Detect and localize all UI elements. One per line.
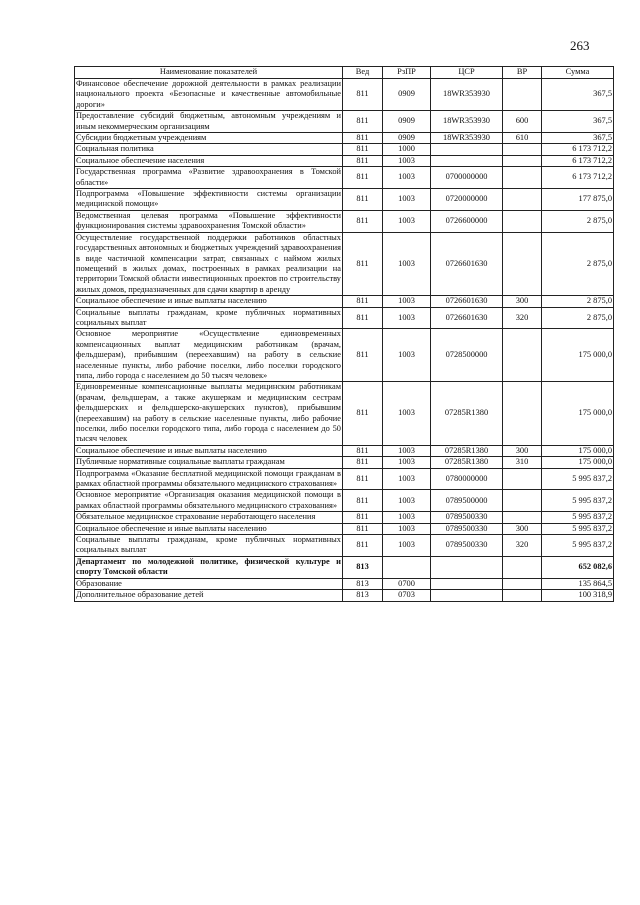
row-name: Основное мероприятие «Организация оказания медицинской помощи в рамках областной программы обязательного медицинского страхования»: [76, 490, 341, 510]
row-rzpr: 0703: [383, 590, 431, 601]
row-vr: 300: [503, 296, 542, 307]
row-sum: 2 875,0: [542, 307, 614, 329]
row-rzpr: 1003: [383, 445, 431, 456]
row-name: Финансовое обеспечение дорожной деятельности в рамках реализации национального проекта «Безопасные и качественные автомобильные дороги»: [76, 79, 341, 109]
table-row: [75, 523, 614, 534]
table-row: [75, 578, 614, 589]
row-rzpr: 1003: [383, 382, 431, 445]
header-name: Наименование показателей: [75, 67, 343, 79]
row-name: Единовременные компенсационные выплаты медицинским работникам (врачам, фельдшерам, а также акушеркам и медицинским сестрам фельдшерских и фельдшерско-акушерских пунктов), прибывшим (переехавшим) на работу в сельские населенные пункты, либо рабочие поселки, либо поселки городского типа, либо города с населением до 50 тысяч человек: [76, 382, 341, 444]
table-row: [75, 590, 614, 601]
row-ved: 811: [343, 155, 383, 166]
row-ved: 811: [343, 457, 383, 468]
row-vr: [503, 210, 542, 232]
header-ved: Вед: [343, 67, 383, 79]
table-body: [75, 79, 614, 602]
row-vr: 300: [503, 445, 542, 456]
row-sum: 2 875,0: [542, 232, 614, 295]
row-rzpr: 1003: [383, 523, 431, 534]
row-csr: 18WR353930: [431, 111, 503, 133]
row-vr: [503, 329, 542, 382]
row-vr: [503, 167, 542, 189]
row-csr: 0789500330: [431, 535, 503, 557]
row-vr: [503, 578, 542, 589]
table-row: [75, 189, 614, 211]
row-rzpr: 1003: [383, 535, 431, 557]
row-name: Социальное обеспечение и иные выплаты населению: [75, 296, 343, 307]
row-sum: 175 000,0: [542, 382, 614, 445]
row-sum: 2 875,0: [542, 210, 614, 232]
row-ved: 811: [343, 523, 383, 534]
table-row: [75, 210, 614, 232]
row-ved: 813: [343, 578, 383, 589]
row-sum: 2 875,0: [542, 296, 614, 307]
row-ved: 811: [343, 490, 383, 512]
row-ved: 811: [343, 535, 383, 557]
row-sum: 367,5: [542, 79, 614, 111]
row-sum: 5 995 837,2: [542, 490, 614, 512]
row-ved: 811: [343, 512, 383, 523]
row-ved: 811: [343, 79, 383, 111]
table-row: [75, 556, 614, 578]
header-sum: Сумма: [542, 67, 614, 79]
row-rzpr: 1003: [383, 167, 431, 189]
row-name: Осуществление государственной поддержки работников областных государственных автономных и бюджетных учреждений здравоохранения в виде частичной компенсации затрат, связанных с наймом жилых помещений в жилых домах, построенных в рамках реализации на территории Томской области инвестиционных проектов по строительству жилых домов, предназначенных для сдачи квартир в аренду: [76, 232, 341, 294]
row-csr: [431, 155, 503, 166]
row-sum: 175 000,0: [542, 445, 614, 456]
row-ved: 811: [343, 382, 383, 445]
row-vr: 320: [503, 307, 542, 329]
row-name: Государственная программа «Развитие здравоохранения в Томской области»: [76, 167, 341, 187]
page-number: 263: [570, 38, 590, 53]
table-row: [75, 296, 614, 307]
table-row: [75, 329, 614, 382]
row-sum: 177 875,0: [542, 189, 614, 211]
row-rzpr: 1003: [383, 155, 431, 166]
row-csr: 0726601630: [431, 307, 503, 329]
table-row: [75, 133, 614, 144]
row-ved: 811: [343, 189, 383, 211]
row-csr: 0726601630: [431, 296, 503, 307]
row-csr: 0728500000: [431, 329, 503, 382]
table-row: [75, 535, 614, 557]
row-rzpr: 0909: [383, 111, 431, 133]
row-rzpr: [383, 556, 431, 578]
row-name: Социальные выплаты гражданам, кроме публичных нормативных социальных выплат: [76, 307, 341, 327]
row-csr: 0700000000: [431, 167, 503, 189]
row-vr: 300: [503, 523, 542, 534]
row-name: Подпрограмма «Повышение эффективности системы организации медицинской помощи»: [76, 189, 341, 209]
row-csr: 0720000000: [431, 189, 503, 211]
row-csr: 18WR353930: [431, 79, 503, 111]
row-rzpr: 0909: [383, 79, 431, 111]
row-rzpr: 1003: [383, 490, 431, 512]
row-rzpr: 1003: [383, 512, 431, 523]
row-sum: 100 318,9: [542, 590, 614, 601]
row-ved: 811: [343, 111, 383, 133]
row-vr: [503, 155, 542, 166]
row-sum: 6 173 712,2: [542, 167, 614, 189]
row-vr: [503, 144, 542, 155]
row-rzpr: 1003: [383, 307, 431, 329]
table-row: [75, 382, 614, 445]
table-row: [75, 167, 614, 189]
row-vr: 610: [503, 133, 542, 144]
row-csr: [431, 590, 503, 601]
row-ved: 811: [343, 167, 383, 189]
row-csr: 0789500330: [431, 512, 503, 523]
row-csr: 0789500330: [431, 523, 503, 534]
table-row: [75, 307, 614, 329]
row-rzpr: 0909: [383, 133, 431, 144]
header-rzpr: РзПР: [383, 67, 431, 79]
row-name: Основное мероприятие «Осуществление единовременных компенсационных выплат медицинским работникам (врачам, фельдшерам), прибывшим (переехавшим) на работу в сельские населенные пункты, либо рабочие поселки, либо поселки городского типа, либо города с населением до 50 тысяч человек»: [76, 329, 341, 380]
row-sum: 135 864,5: [542, 578, 614, 589]
row-ved: 811: [343, 468, 383, 490]
budget-table: [74, 66, 614, 602]
row-csr: 0726600000: [431, 210, 503, 232]
row-csr: [431, 578, 503, 589]
row-rzpr: 1003: [383, 189, 431, 211]
row-sum: 5 995 837,2: [542, 523, 614, 534]
row-ved: 811: [343, 144, 383, 155]
row-name: Социальные выплаты гражданам, кроме публичных нормативных социальных выплат: [76, 535, 341, 555]
row-rzpr: 1003: [383, 329, 431, 382]
row-rzpr: 1003: [383, 468, 431, 490]
row-rzpr: 0700: [383, 578, 431, 589]
row-ved: 811: [343, 445, 383, 456]
table-row: [75, 457, 614, 468]
row-csr: [431, 144, 503, 155]
row-ved: 811: [343, 307, 383, 329]
row-name: Социальное обеспечение и иные выплаты населению: [75, 445, 343, 456]
row-name: Департамент по молодежной политике, физической культуре и спорту Томской области: [76, 556, 341, 577]
row-sum: 6 173 712,2: [542, 144, 614, 155]
header-csr: ЦСР: [431, 67, 503, 79]
row-name: Субсидии бюджетным учреждениям: [75, 133, 343, 144]
row-sum: 5 995 837,2: [542, 512, 614, 523]
table-row: [75, 155, 614, 166]
row-vr: [503, 79, 542, 111]
table-row: [75, 144, 614, 155]
row-name: Ведомственная целевая программа «Повышение эффективности функционирования системы здравоохранения Томской области»: [76, 210, 341, 231]
row-vr: [503, 232, 542, 295]
row-sum: 175 000,0: [542, 457, 614, 468]
row-csr: 07285R1380: [431, 382, 503, 445]
row-csr: 18WR353930: [431, 133, 503, 144]
row-vr: [503, 590, 542, 601]
row-name: Публичные нормативные социальные выплаты гражданам: [75, 457, 343, 468]
row-name: Социальная политика: [75, 144, 343, 155]
row-name: Образование: [75, 578, 343, 589]
row-csr: 0780000000: [431, 468, 503, 490]
table-row: [75, 79, 614, 111]
row-csr: 07285R1380: [431, 457, 503, 468]
table-row: [75, 445, 614, 456]
table-row: [75, 512, 614, 523]
row-csr: 0789500000: [431, 490, 503, 512]
row-name: Социальное обеспечение и иные выплаты населению: [75, 523, 343, 534]
row-rzpr: 1003: [383, 232, 431, 295]
row-vr: [503, 382, 542, 445]
row-vr: [503, 468, 542, 490]
row-vr: [503, 556, 542, 578]
row-vr: [503, 490, 542, 512]
row-ved: 811: [343, 296, 383, 307]
row-name: Предоставление субсидий бюджетным, автономным учреждениям и иным некоммерческим организациям: [76, 111, 341, 131]
row-name: Обязательное медицинское страхование неработающего населения: [75, 512, 343, 523]
row-sum: 6 173 712,2: [542, 155, 614, 166]
table-row: [75, 490, 614, 512]
row-csr: 0726601630: [431, 232, 503, 295]
row-vr: [503, 512, 542, 523]
row-sum: 367,5: [542, 111, 614, 133]
row-ved: 811: [343, 329, 383, 382]
row-rzpr: 1003: [383, 210, 431, 232]
row-rzpr: 1003: [383, 296, 431, 307]
table-row: [75, 111, 614, 133]
row-ved: 813: [343, 556, 383, 578]
row-sum: 5 995 837,2: [542, 468, 614, 490]
table-header-row: [75, 67, 614, 79]
row-vr: 600: [503, 111, 542, 133]
header-vr: ВР: [503, 67, 542, 79]
row-name: Подпрограмма «Оказание бесплатной медицинской помощи гражданам в рамках областной программы обязательного медицинского страхования»: [76, 468, 341, 489]
row-sum: 175 000,0: [542, 329, 614, 382]
row-ved: 811: [343, 210, 383, 232]
row-vr: [503, 189, 542, 211]
row-name: Социальное обеспечение населения: [75, 155, 343, 166]
row-rzpr: 1003: [383, 457, 431, 468]
table-row: [75, 232, 614, 295]
row-ved: 811: [343, 133, 383, 144]
row-sum: 5 995 837,2: [542, 535, 614, 557]
table-row: [75, 468, 614, 490]
row-csr: 07285R1380: [431, 445, 503, 456]
row-vr: 310: [503, 457, 542, 468]
row-name: Дополнительное образование детей: [75, 590, 343, 601]
row-vr: 320: [503, 535, 542, 557]
row-sum: 367,5: [542, 133, 614, 144]
row-sum: 652 082,6: [542, 556, 614, 578]
row-ved: 813: [343, 590, 383, 601]
row-csr: [431, 556, 503, 578]
row-rzpr: 1000: [383, 144, 431, 155]
row-ved: 811: [343, 232, 383, 295]
